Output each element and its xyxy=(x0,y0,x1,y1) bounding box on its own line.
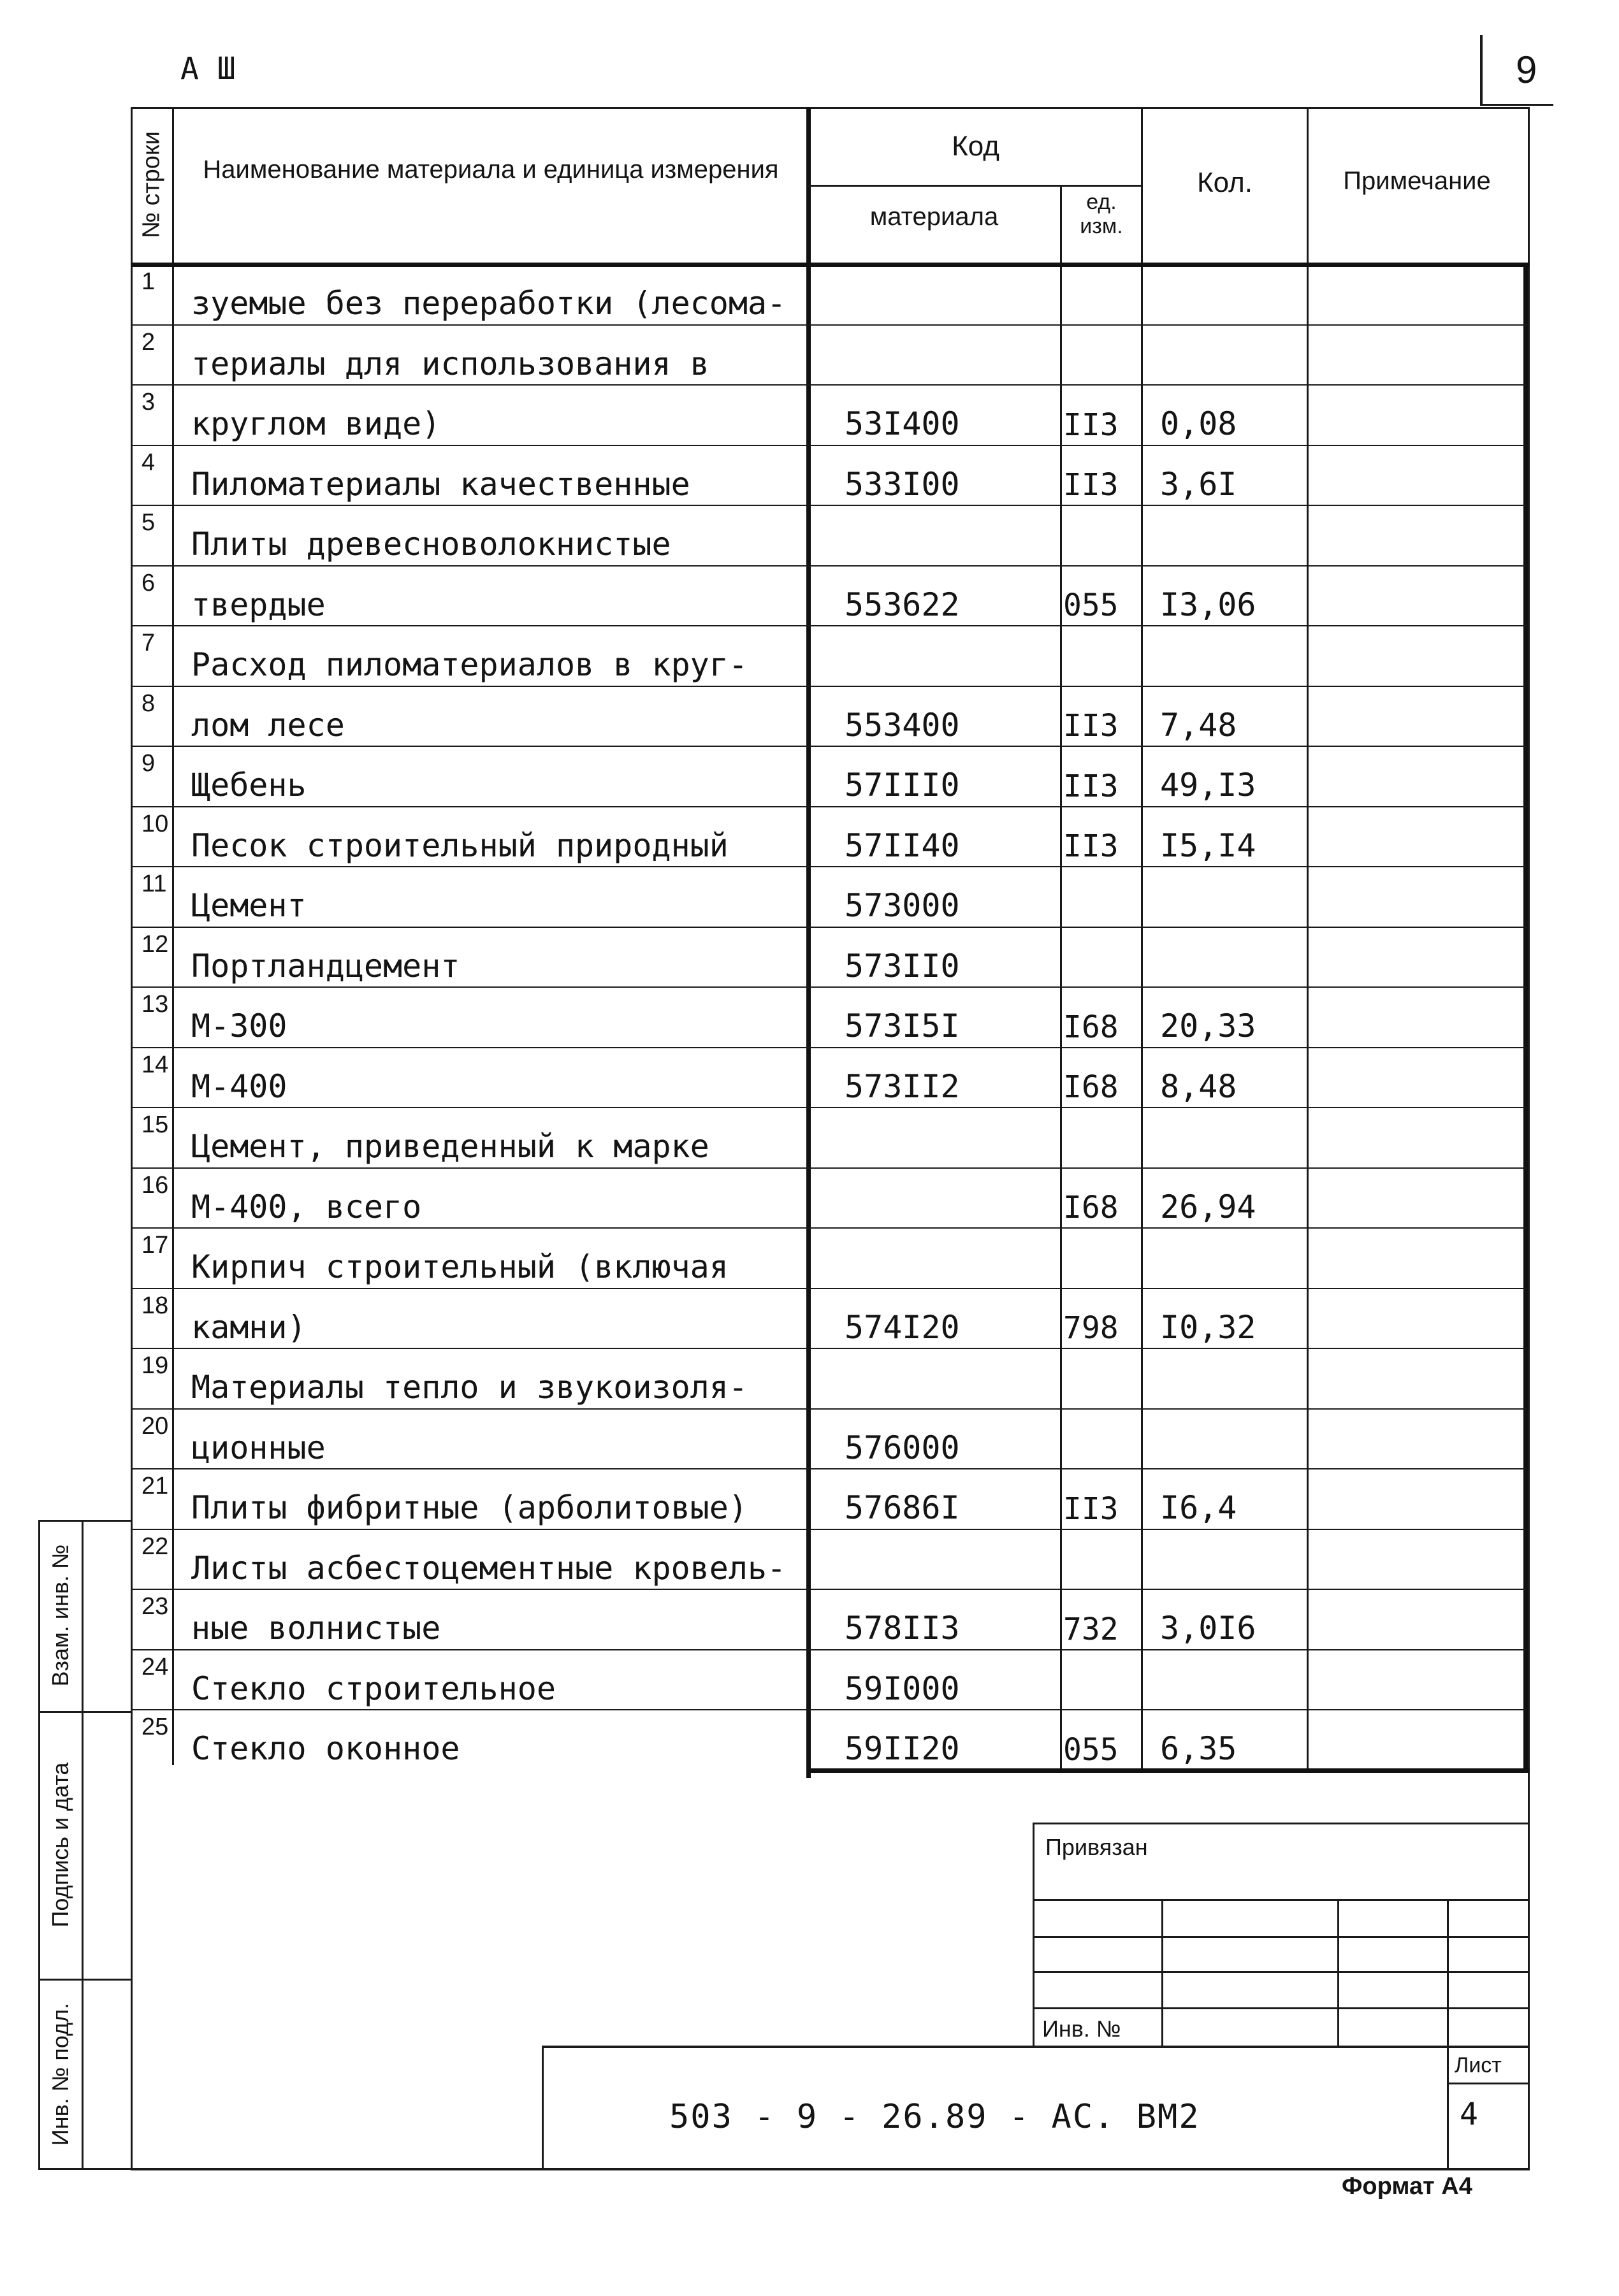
tb-col-2 xyxy=(1337,1899,1339,2046)
row-number: 22 xyxy=(142,1533,169,1560)
table-row xyxy=(0,505,1530,566)
table-row xyxy=(0,1650,1530,1710)
header-note: Примечание xyxy=(1343,167,1491,195)
row-unit: 055 xyxy=(1063,1731,1119,1768)
row-qty: 49,I3 xyxy=(1160,767,1256,804)
row-unit: II3 xyxy=(1063,1491,1119,1527)
row-name: камни) xyxy=(191,1308,307,1346)
row-unit: 055 xyxy=(1063,588,1119,624)
tb-bottom xyxy=(131,2168,1530,2170)
row-code: 573II0 xyxy=(845,947,960,985)
stamp-divider-1 xyxy=(38,1711,133,1713)
table-row xyxy=(0,1289,1530,1349)
table-row xyxy=(0,1469,1530,1529)
row-code: 57686I xyxy=(845,1489,960,1527)
row-qty: 26,94 xyxy=(1160,1188,1256,1225)
row-name: Стекло строительное xyxy=(191,1670,556,1707)
table-row xyxy=(0,686,1530,747)
bound-label: Привязан xyxy=(1045,1834,1148,1860)
row-number: 2 xyxy=(142,328,156,356)
row-name: ционные xyxy=(191,1429,326,1466)
stamp-outer-left xyxy=(38,1520,40,2170)
row-name: Щебень xyxy=(191,767,307,804)
row-unit: 732 xyxy=(1063,1611,1119,1647)
sheet-label: Лист xyxy=(1455,2053,1502,2077)
row-name: лом лесе xyxy=(191,706,345,744)
sheet-value: 4 xyxy=(1460,2097,1478,2132)
table-row xyxy=(0,987,1530,1048)
row-number: 18 xyxy=(142,1292,169,1319)
row-name: М-400 xyxy=(191,1067,287,1105)
row-unit: II3 xyxy=(1063,768,1119,804)
row-code: 574I20 xyxy=(845,1308,960,1346)
designation: 503 - 9 - 26.89 - АС. ВМ2 xyxy=(669,2098,1200,2136)
table-row xyxy=(0,1048,1530,1108)
row-unit: II3 xyxy=(1063,407,1119,443)
row-number: 16 xyxy=(142,1171,169,1199)
header-code-unit: ед. изм. xyxy=(1080,190,1123,238)
row-qty: I5,I4 xyxy=(1160,827,1256,864)
row-number: 11 xyxy=(142,870,167,898)
code-subheader-line xyxy=(808,185,1143,187)
row-number: 13 xyxy=(142,991,169,1018)
tb-line-2 xyxy=(1033,1936,1530,1938)
row-name: териалы для использования в xyxy=(191,345,709,382)
table-row xyxy=(0,264,1530,325)
row-number: 6 xyxy=(142,569,156,596)
row-code: 576000 xyxy=(845,1429,960,1466)
table-row xyxy=(0,445,1530,506)
format-label: Формат А4 xyxy=(1342,2173,1472,2200)
row-name: Кирпич строительный (включая xyxy=(191,1248,729,1286)
header-row-number: № строки xyxy=(138,131,165,238)
row-number: 14 xyxy=(142,1051,169,1078)
table-row xyxy=(0,325,1530,386)
row-code: 553400 xyxy=(845,706,960,744)
tb-main-top xyxy=(542,2046,1530,2048)
row-unit: 798 xyxy=(1063,1310,1119,1347)
row-unit: I68 xyxy=(1063,1190,1119,1226)
table-row xyxy=(0,626,1530,686)
row-qty: 8,48 xyxy=(1160,1067,1237,1105)
stamp-inner-left xyxy=(82,1520,83,2170)
row-code: 533I00 xyxy=(845,465,960,503)
tb-top xyxy=(1033,1823,1530,1824)
row-number: 25 xyxy=(142,1714,169,1741)
tb-line-1 xyxy=(1033,1899,1530,1901)
row-code: 573II2 xyxy=(845,1067,960,1105)
table-row xyxy=(0,807,1530,867)
row-name: твердые xyxy=(191,586,326,623)
row-number: 17 xyxy=(142,1232,169,1259)
stamp-bottom xyxy=(38,2168,133,2170)
row-number: 7 xyxy=(142,630,156,657)
row-number: 10 xyxy=(142,810,169,837)
row-number: 15 xyxy=(142,1111,169,1139)
row-number: 20 xyxy=(142,1412,169,1440)
row-unit: II3 xyxy=(1063,828,1119,865)
row-unit: II3 xyxy=(1063,467,1119,503)
header-name-text: Наименование материала и единица измерения xyxy=(203,155,779,184)
row-number: 4 xyxy=(142,449,156,476)
row-name: Материалы тепло и звукоизоля- xyxy=(191,1369,748,1406)
row-code: 578II3 xyxy=(845,1610,960,1647)
tb-line-3 xyxy=(1033,1971,1530,1973)
stamp-interchange-inv: Взам. инв. № xyxy=(47,1544,73,1687)
row-name: ные волнистые xyxy=(191,1610,441,1647)
row-code: 57II40 xyxy=(845,827,960,864)
row-qty: I0,32 xyxy=(1160,1308,1256,1346)
table-row xyxy=(0,1348,1530,1409)
tb-left xyxy=(1033,1823,1035,2047)
table-row xyxy=(0,1589,1530,1650)
row-name: Расход пиломатериалов в круг- xyxy=(191,646,748,684)
row-qty: I3,06 xyxy=(1160,586,1256,623)
row-name: Песок строительный природный xyxy=(191,827,729,864)
row-code: 59II20 xyxy=(845,1730,960,1768)
stamp-top xyxy=(38,1520,133,1522)
table-row xyxy=(0,1710,1530,1770)
table-row xyxy=(0,385,1530,445)
series-marker: А Ш xyxy=(180,51,236,87)
row-qty: 20,33 xyxy=(1160,1007,1256,1045)
stamp-divider-2 xyxy=(38,1979,133,1981)
table-row xyxy=(0,1228,1530,1289)
row-unit: I68 xyxy=(1063,1069,1119,1106)
row-unit: II3 xyxy=(1063,708,1119,744)
row-code: 57III0 xyxy=(845,767,960,804)
tb-col-3 xyxy=(1447,1899,1449,2170)
header-name xyxy=(185,153,797,186)
table-row xyxy=(0,566,1530,626)
table-row xyxy=(0,867,1530,927)
table-row xyxy=(0,1529,1530,1590)
row-code: 59I000 xyxy=(845,1670,960,1707)
row-number: 24 xyxy=(142,1653,169,1680)
row-name: Портландцемент xyxy=(191,947,460,985)
row-name: Цемент xyxy=(191,887,307,925)
row-number: 9 xyxy=(142,750,156,777)
row-number: 19 xyxy=(142,1352,169,1380)
row-qty: 3,0I6 xyxy=(1160,1610,1256,1647)
row-code: 553622 xyxy=(845,586,960,623)
row-name: зуемые без переработки (лесома- xyxy=(191,285,787,322)
tb-main-left xyxy=(542,2046,544,2170)
row-name: круглом виде) xyxy=(191,405,441,443)
row-number: 12 xyxy=(142,930,169,958)
row-name: Плиты древесноволокнистые xyxy=(191,526,671,563)
stamp-sign-date: Подпись и дата xyxy=(47,1762,73,1928)
row-name: М-400, всего xyxy=(191,1188,422,1225)
row-number: 1 xyxy=(142,268,156,295)
row-name: М-300 xyxy=(191,1007,287,1045)
row-qty: 7,48 xyxy=(1160,706,1237,744)
header-code: Код xyxy=(952,131,999,162)
row-qty: 6,35 xyxy=(1160,1730,1237,1768)
row-unit: I68 xyxy=(1063,1009,1119,1045)
table-row xyxy=(0,746,1530,807)
row-qty: 0,08 xyxy=(1160,405,1237,443)
page-number-divider xyxy=(1480,35,1483,105)
row-name: Плиты фибритные (арболитовые) xyxy=(191,1489,748,1527)
sheet-label-line xyxy=(1447,2083,1530,2084)
row-number: 8 xyxy=(142,690,156,717)
row-name: Пиломатериалы качественные xyxy=(191,465,690,503)
row-number: 21 xyxy=(142,1473,169,1500)
row-code: 53I400 xyxy=(845,405,960,443)
inv-label: Инв. № xyxy=(1042,2016,1121,2042)
row-number: 3 xyxy=(142,389,156,416)
row-qty: I6,4 xyxy=(1160,1489,1237,1527)
page-number-underline xyxy=(1480,104,1553,106)
stamp-inv-orig: Инв. № подл. xyxy=(47,2002,73,2146)
page-number: 9 xyxy=(1516,48,1537,91)
table-row xyxy=(0,1409,1530,1469)
row-code: 573000 xyxy=(845,887,960,925)
table-row xyxy=(0,1168,1530,1229)
row-name: Цемент, приведенный к марке xyxy=(191,1128,709,1166)
row-number: 23 xyxy=(142,1593,169,1621)
table-row xyxy=(0,1108,1530,1168)
row-number: 5 xyxy=(142,509,156,537)
header-qty: Кол. xyxy=(1196,167,1253,198)
tb-col-1 xyxy=(1161,1899,1163,2046)
table-top-border xyxy=(131,107,1530,109)
tb-line-4 xyxy=(1033,2007,1530,2009)
row-code: 573I5I xyxy=(845,1007,960,1045)
row-name: Стекло оконное xyxy=(191,1730,460,1768)
table-row xyxy=(0,927,1530,988)
row-name: Листы асбестоцементные кровель- xyxy=(191,1549,787,1587)
header-code-material: материала xyxy=(869,203,999,231)
row-qty: 3,6I xyxy=(1160,465,1237,503)
